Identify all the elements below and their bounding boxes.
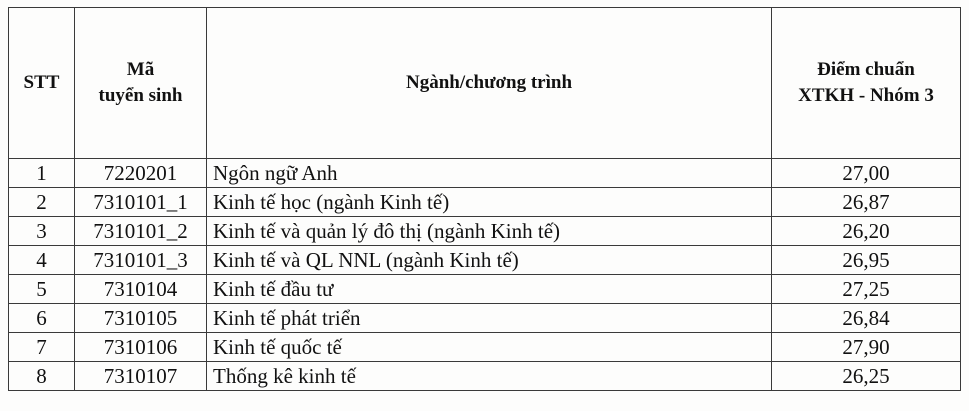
cell-score: 27,25 (772, 275, 961, 304)
cell-program: Ngôn ngữ Anh (207, 159, 772, 188)
cell-stt: 2 (9, 188, 75, 217)
header-code-line2: tuyển sinh (98, 85, 183, 106)
cell-stt: 8 (9, 362, 75, 391)
cell-code: 7310101_3 (75, 246, 207, 275)
cell-score: 27,90 (772, 333, 961, 362)
cell-code: 7310105 (75, 304, 207, 333)
cell-stt: 5 (9, 275, 75, 304)
cell-program: Thống kê kinh tế (207, 362, 772, 391)
cell-code: 7310101_2 (75, 217, 207, 246)
header-score-line2: XTKH - Nhóm 3 (798, 85, 934, 106)
cell-stt: 4 (9, 246, 75, 275)
header-score-line1: Điểm chuẩn (817, 59, 915, 80)
cell-score: 27,00 (772, 159, 961, 188)
cell-code: 7310106 (75, 333, 207, 362)
cell-stt: 7 (9, 333, 75, 362)
cell-score: 26,95 (772, 246, 961, 275)
cell-score: 26,84 (772, 304, 961, 333)
header-code-line1: Mã (126, 59, 155, 80)
table-row (9, 159, 961, 188)
table-row (9, 217, 961, 246)
header-admission-code (75, 8, 207, 159)
cell-code: 7310107 (75, 362, 207, 391)
cell-stt: 6 (9, 304, 75, 333)
header-cutoff-score (772, 8, 961, 159)
table-row (9, 188, 961, 217)
table-row (9, 333, 961, 362)
cell-stt: 1 (9, 159, 75, 188)
cell-program: Kinh tế quốc tế (207, 333, 772, 362)
header-program: Ngành/chương trình (207, 8, 772, 159)
cell-program: Kinh tế và QL NNL (ngành Kinh tế) (207, 246, 772, 275)
cell-code: 7310104 (75, 275, 207, 304)
cell-program: Kinh tế học (ngành Kinh tế) (207, 188, 772, 217)
table-row (9, 304, 961, 333)
table-header-row (9, 8, 961, 159)
cell-program: Kinh tế phát triển (207, 304, 772, 333)
cell-code: 7220201 (75, 159, 207, 188)
cell-score: 26,25 (772, 362, 961, 391)
cell-program: Kinh tế và quản lý đô thị (ngành Kinh tế) (207, 217, 772, 246)
cell-score: 26,87 (772, 188, 961, 217)
table-row (9, 246, 961, 275)
cell-score: 26,20 (772, 217, 961, 246)
cell-stt: 3 (9, 217, 75, 246)
admission-score-table (8, 7, 961, 391)
table-row (9, 362, 961, 391)
cell-code: 7310101_1 (75, 188, 207, 217)
cell-program: Kinh tế đầu tư (207, 275, 772, 304)
header-stt: STT (9, 8, 75, 159)
table-row (9, 275, 961, 304)
